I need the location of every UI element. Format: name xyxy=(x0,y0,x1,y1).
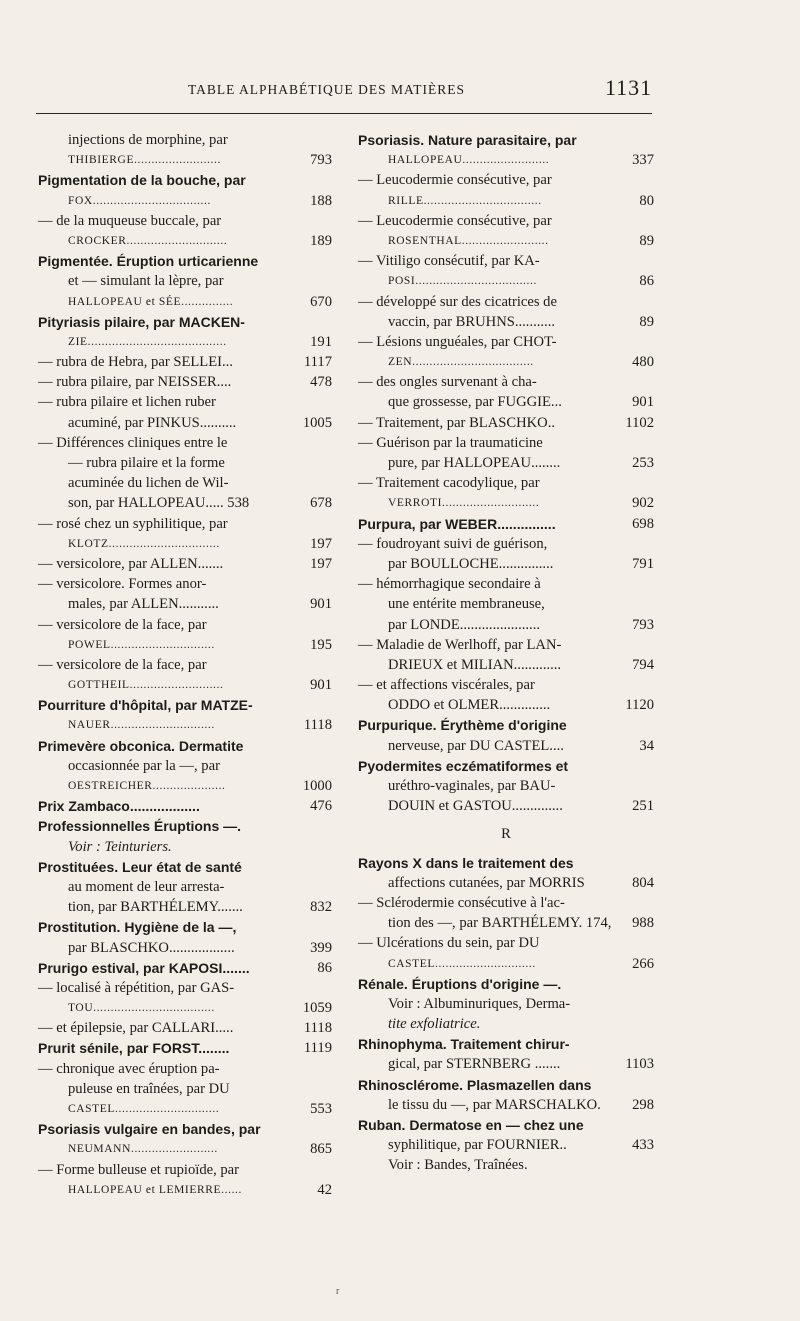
entry-text: — Traitement cacodylique, par xyxy=(358,475,540,492)
index-entry-line xyxy=(38,150,332,170)
entry-text: — versicolore. Formes anor- xyxy=(38,576,207,593)
entry-text: Pigmentation de la bouche, par xyxy=(38,172,246,189)
entry-text: — Sclérodermie consécutive à l'ac- xyxy=(358,894,565,911)
entry-text: Rhinophyma. Traitement chirur- xyxy=(358,1036,570,1053)
index-heading-line xyxy=(38,170,332,190)
index-entry-line xyxy=(358,554,654,574)
entry-text: HALLOPEAU et LEMIERRE...... xyxy=(68,1183,242,1196)
section-letter xyxy=(358,824,654,844)
entry-text: Pityriasis pilaire, par MACKEN- xyxy=(38,313,245,330)
index-entry-line xyxy=(38,554,332,574)
entry-text: injections de morphine, par xyxy=(68,132,228,148)
page-reference: 901 xyxy=(310,677,332,694)
index-heading-line xyxy=(358,715,654,735)
entry-text: — Lésions unguéales, par CHOT- xyxy=(358,333,557,350)
entry-text: — Leucodermie consécutive, par xyxy=(358,212,552,229)
page-reference: 1102 xyxy=(625,414,654,431)
index-entry-line xyxy=(358,211,654,231)
entry-text: — foudroyant suivi de guérison, xyxy=(358,535,548,552)
entry-text: ZIE........................................ xyxy=(68,335,227,348)
page-reference: 34 xyxy=(639,737,654,754)
entry-text: acuminé, par PINKUS.......... xyxy=(68,414,237,431)
entry-text: — Maladie de Werlhoff, par LAN- xyxy=(358,636,562,653)
page-reference: 89 xyxy=(639,313,654,330)
entry-text: nerveuse, par DU CASTEL.... xyxy=(388,737,564,754)
index-heading-line xyxy=(358,514,654,534)
page-reference: 476 xyxy=(310,798,332,815)
index-entry-line xyxy=(358,913,654,933)
index-heading-line xyxy=(38,312,332,332)
index-entry-line xyxy=(358,473,654,493)
index-entry-line xyxy=(358,776,654,796)
entry-text: — de la muqueuse buccale, par xyxy=(38,212,222,229)
index-entry-line xyxy=(358,736,654,756)
entry-text: — et épilepsie, par CALLARI..... xyxy=(38,1020,234,1037)
page-reference: 89 xyxy=(639,232,654,249)
entry-text: vaccin, par BRUHNS........... xyxy=(388,313,555,330)
index-entry-line xyxy=(38,514,332,534)
index-heading-line xyxy=(38,917,332,937)
index-entry-line xyxy=(38,756,332,776)
index-heading-line xyxy=(38,816,332,836)
entry-text: Pyodermites eczématiformes et xyxy=(358,757,569,774)
entry-text: — rubra pilaire et lichen ruber xyxy=(38,394,216,411)
entry-text: — développé sur des cicatrices de xyxy=(358,293,557,310)
index-entry-line xyxy=(358,954,654,974)
index-entry-line xyxy=(358,594,654,614)
entry-text: CASTEL............................. xyxy=(388,957,536,970)
footer-mark: r xyxy=(336,1286,340,1297)
entry-text: HALLOPEAU et SÉE............... xyxy=(68,295,234,308)
entry-text: — Guérison par la traumaticine xyxy=(358,434,543,451)
page-reference: 804 xyxy=(632,874,654,891)
index-entry-line xyxy=(38,1079,332,1099)
page-reference: 86 xyxy=(639,273,654,290)
page-reference: 80 xyxy=(639,192,654,209)
page-reference: 1118 xyxy=(303,1020,332,1037)
entry-text: Primevère obconica. Dermatite xyxy=(38,737,244,754)
entry-text: TOU................................... xyxy=(68,1002,215,1015)
entry-text: Voir : Teinturiers. xyxy=(68,838,172,855)
entry-text: NAUER.............................. xyxy=(68,719,215,732)
entry-text: Prurit sénile, par FORST........ xyxy=(38,1040,230,1057)
index-entry-line xyxy=(358,191,654,211)
entry-text: une entérite membraneuse, xyxy=(388,596,545,613)
index-heading-line xyxy=(38,736,332,756)
page-reference: 480 xyxy=(632,354,654,371)
page-reference: 1118 xyxy=(303,717,332,734)
entry-text: — Différences cliniques entre le xyxy=(38,434,228,451)
entry-text: par BOULLOCHE............... xyxy=(388,555,554,572)
entry-text: GOTTHEIL........................... xyxy=(68,679,224,692)
entry-text: — versicolore de la face, par xyxy=(38,616,207,633)
index-entry-line xyxy=(38,413,332,433)
index-entry-line xyxy=(358,493,654,513)
index-entry-line xyxy=(358,893,654,913)
index-entry-line xyxy=(38,1139,332,1159)
page-reference: 478 xyxy=(310,374,332,391)
entry-text: KLOTZ................................ xyxy=(68,537,220,550)
entry-text: ROSENTHAL......................... xyxy=(388,234,549,247)
index-entry-line xyxy=(358,534,654,554)
index-heading-line xyxy=(38,695,332,715)
entry-text: NEUMANN......................... xyxy=(68,1143,218,1156)
index-heading-line xyxy=(38,958,332,978)
index-entry-line xyxy=(38,211,332,231)
page-reference: 794 xyxy=(632,656,654,673)
entry-text: le tissu du —, par MARSCHALKO. xyxy=(388,1096,601,1113)
entry-text: Ruban. Dermatose en — chez une xyxy=(358,1117,584,1133)
page-reference: 832 xyxy=(310,899,332,916)
page-reference: 865 xyxy=(310,1141,332,1158)
index-entry-line xyxy=(38,715,332,735)
index-entry-line xyxy=(358,332,654,352)
index-entry-line xyxy=(358,675,654,695)
index-entry-line xyxy=(358,231,654,251)
entry-text: OESTREICHER..................... xyxy=(68,780,226,792)
entry-text: par LONDE...................... xyxy=(388,616,540,633)
index-entry-line xyxy=(38,594,332,614)
entry-text: HALLOPEAU......................... xyxy=(388,154,550,167)
entry-text: Purpura, par WEBER............... xyxy=(358,515,556,532)
entry-text: Voir : Albuminuriques, Derma- xyxy=(388,995,571,1012)
index-entry-line xyxy=(38,574,332,594)
page-reference: 399 xyxy=(310,939,332,956)
page-reference: 188 xyxy=(310,192,332,209)
entry-text: tion des —, par BARTHÉLEMY. 174, xyxy=(388,915,612,932)
index-entry-line xyxy=(38,231,332,251)
index-entry-line xyxy=(38,332,332,352)
entry-text: Rénale. Éruptions d'origine —. xyxy=(358,975,562,992)
page-reference: 42 xyxy=(317,1181,332,1198)
entry-text: Prostituées. Leur état de santé xyxy=(38,858,242,875)
entry-text: syphilitique, par FOURNIER.. xyxy=(388,1137,567,1154)
index-heading-line xyxy=(38,1038,332,1058)
index-heading-line xyxy=(358,130,654,150)
index-entry-line xyxy=(38,433,332,453)
entry-text: — Ulcérations du sein, par DU xyxy=(358,935,540,952)
page-reference: 197 xyxy=(310,535,332,552)
entry-text: males, par ALLEN........... xyxy=(68,596,219,613)
page-reference: 1119 xyxy=(303,1040,332,1057)
index-entry-line xyxy=(358,352,654,372)
page-reference: 266 xyxy=(632,955,654,972)
index-entry-line xyxy=(358,413,654,433)
page-reference: 901 xyxy=(310,596,332,613)
index-entry-line xyxy=(358,1054,654,1074)
entry-text: Purpurique. Érythème d'origine xyxy=(358,717,567,734)
entry-text: FOX.................................. xyxy=(68,194,211,207)
right-column xyxy=(358,130,654,1176)
index-entry-line xyxy=(38,493,332,513)
header-rule xyxy=(36,113,652,114)
entry-text: Rayons X dans le traitement des xyxy=(358,854,574,871)
index-entry-line xyxy=(358,292,654,312)
entry-text: et — simulant la lèpre, par xyxy=(68,273,224,290)
index-entry-line xyxy=(358,170,654,190)
index-entry-line xyxy=(38,534,332,554)
entry-text: DOUIN et GASTOU.............. xyxy=(388,798,563,815)
entry-text: ODDO et OLMER.............. xyxy=(388,697,551,714)
index-entry-line xyxy=(38,978,332,998)
index-heading-line xyxy=(358,756,654,776)
entry-text: Prostitution. Hygiène de la —, xyxy=(38,919,237,936)
index-entry-line xyxy=(358,1155,654,1175)
index-entry-line xyxy=(358,271,654,291)
entry-text: CROCKER............................. xyxy=(68,234,228,247)
page-title: TABLE ALPHABÉTIQUE DES MATIÈRES xyxy=(188,82,466,97)
entry-text: — rosé chez un syphilitique, par xyxy=(38,515,228,532)
index-entry-line xyxy=(38,877,332,897)
entry-text: — et affections viscérales, par xyxy=(358,677,535,694)
index-entry-line xyxy=(38,352,332,372)
page-reference: 678 xyxy=(310,495,332,512)
entry-text: que grossesse, par FUGGIE... xyxy=(388,394,562,411)
index-heading-line xyxy=(38,251,332,271)
entry-text: Rhinosclérome. Plasmazellen dans xyxy=(358,1076,592,1093)
page-reference: 902 xyxy=(632,495,654,512)
index-entry-line xyxy=(358,796,654,816)
entry-text: affections cutanées, par MORRIS xyxy=(388,874,585,891)
entry-text: Professionnelles Éruptions —. xyxy=(38,818,242,835)
index-entry-line xyxy=(358,251,654,271)
entry-text: — des ongles survenant à cha- xyxy=(358,374,537,391)
index-entry-line xyxy=(358,1135,654,1155)
page-reference: 793 xyxy=(310,152,332,169)
page-reference: 251 xyxy=(632,798,654,815)
index-entry-line xyxy=(38,1180,332,1200)
index-heading-line xyxy=(358,1115,654,1135)
page-reference: 988 xyxy=(632,915,654,932)
entry-text: Psoriasis. Nature parasitaire, par xyxy=(358,132,577,148)
page-reference: 1005 xyxy=(302,414,332,431)
entry-text: — Forme bulleuse et rupioïde, par xyxy=(38,1161,240,1178)
index-entry-line xyxy=(358,635,654,655)
entry-text: — Leucodermie consécutive, par xyxy=(358,172,552,189)
page-reference: 1000 xyxy=(302,778,332,794)
entry-text: THIBIERGE......................... xyxy=(68,154,221,167)
entry-text: Psoriasis vulgaire en bandes, par xyxy=(38,1121,261,1138)
entry-text: par BLASCHKO.................. xyxy=(68,939,235,956)
index-entry-line xyxy=(38,897,332,917)
page-reference: 670 xyxy=(310,293,332,310)
page-reference: 1120 xyxy=(625,697,654,714)
index-heading-line xyxy=(358,1034,654,1054)
entry-text: tite exfoliatrice. xyxy=(388,1016,481,1033)
index-entry-line xyxy=(38,292,332,312)
entry-text: — rubra de Hebra, par SELLEI... xyxy=(38,354,233,371)
page-reference: 195 xyxy=(310,636,332,653)
entry-text: — rubra pilaire et la forme xyxy=(68,455,225,471)
entry-text: Pigmentée. Éruption urticarienne xyxy=(38,253,259,270)
index-entry-line xyxy=(358,150,654,170)
index-entry-line xyxy=(358,392,654,412)
entry-text: — Traitement, par BLASCHKO.. xyxy=(358,414,556,431)
page-reference: 86 xyxy=(317,959,332,976)
index-entry-line xyxy=(358,933,654,953)
page-reference: 698 xyxy=(632,515,654,532)
entry-text: — hémorrhagique secondaire à xyxy=(358,576,541,593)
index-heading-line xyxy=(38,796,332,816)
index-entry-line xyxy=(38,998,332,1018)
left-column xyxy=(38,130,332,1200)
index-entry-line xyxy=(38,453,332,473)
page-reference: 1117 xyxy=(303,354,332,371)
entry-text: VERROTI............................ xyxy=(388,497,540,510)
page-reference: 337 xyxy=(632,152,654,169)
entry-text: DRIEUX et MILIAN............. xyxy=(388,656,562,673)
entry-text: au moment de leur arresta- xyxy=(68,878,225,895)
index-entry-line xyxy=(358,433,654,453)
entry-text: — versicolore, par ALLEN....... xyxy=(38,555,224,572)
entry-text: — Vitiligo consécutif, par KA- xyxy=(358,253,540,270)
index-entry-line xyxy=(358,655,654,675)
entry-text: POWEL.............................. xyxy=(68,638,215,651)
index-entry-line xyxy=(358,994,654,1014)
page-reference: 553 xyxy=(310,1101,332,1117)
entry-text: Prix Zambaco.................. xyxy=(38,798,200,815)
page-reference: 197 xyxy=(310,555,332,572)
page-reference: 791 xyxy=(632,555,654,572)
index-entry-line xyxy=(38,130,332,150)
entry-text: R xyxy=(501,826,511,843)
entry-text: Voir : Bandes, Traînées. xyxy=(388,1157,528,1174)
entry-text: ZEN................................... xyxy=(388,356,534,369)
index-entry-line xyxy=(38,191,332,211)
index-entry-line xyxy=(38,615,332,635)
section-spacer xyxy=(358,845,654,853)
index-heading-line xyxy=(38,1119,332,1139)
entry-text: — localisé à répétition, par GAS- xyxy=(38,979,235,996)
index-entry-line xyxy=(38,1160,332,1180)
index-entry-line xyxy=(358,615,654,635)
page-reference: 433 xyxy=(632,1137,654,1154)
index-heading-line xyxy=(358,974,654,994)
section-spacer xyxy=(358,816,654,824)
index-entry-line xyxy=(358,1095,654,1115)
page-reference: 1103 xyxy=(625,1056,654,1073)
entry-text: son, par HALLOPEAU..... 538 xyxy=(68,495,250,512)
entry-text: — rubra pilaire, par NEISSER.... xyxy=(38,374,232,391)
entry-text: — chronique avec éruption pa- xyxy=(38,1060,220,1077)
entry-text: occasionnée par la —, par xyxy=(68,757,220,774)
index-entry-line xyxy=(38,372,332,392)
index-entry-line xyxy=(38,271,332,291)
entry-text: RILLE.................................. xyxy=(388,194,542,207)
index-entry-line xyxy=(358,453,654,473)
page-number: 1131 xyxy=(605,75,653,100)
entry-text: uréthro-vaginales, par BAU- xyxy=(388,778,556,794)
entry-text: tion, par BARTHÉLEMY....... xyxy=(68,899,243,916)
page-reference: 901 xyxy=(632,394,654,411)
index-entry-line xyxy=(38,1059,332,1079)
index-entry-line xyxy=(38,1018,332,1038)
index-entry-line xyxy=(358,312,654,332)
index-entry-line xyxy=(38,392,332,412)
page-reference: 191 xyxy=(310,333,332,350)
entry-text: Prurigo estival, par KAPOSI....... xyxy=(38,959,250,976)
entry-text: CASTEL.............................. xyxy=(68,1103,220,1115)
page-reference: 793 xyxy=(632,616,654,633)
index-heading-line xyxy=(38,857,332,877)
index-entry-line xyxy=(38,473,332,493)
entry-text: POSI................................... xyxy=(388,275,537,288)
index-entry-line xyxy=(358,873,654,893)
entry-text: acuminée du lichen de Wil- xyxy=(68,475,229,492)
page-reference: 298 xyxy=(632,1096,654,1113)
index-entry-line xyxy=(38,635,332,655)
index-entry-line xyxy=(38,675,332,695)
page-reference: 189 xyxy=(310,232,332,249)
index-entry-line xyxy=(358,1014,654,1034)
index-heading-line xyxy=(358,853,654,873)
index-entry-line xyxy=(38,938,332,958)
entry-text: pure, par HALLOPEAU........ xyxy=(388,455,561,471)
index-entry-line xyxy=(38,837,332,857)
entry-text: Pourriture d'hôpital, par MATZE- xyxy=(38,697,253,714)
entry-text: gical, par STERNBERG ....... xyxy=(388,1056,561,1073)
page-reference: 1059 xyxy=(302,1000,332,1017)
index-entry-line xyxy=(38,776,332,796)
index-entry-line xyxy=(358,574,654,594)
index-entry-line xyxy=(358,372,654,392)
entry-text: puleuse en traînées, par DU xyxy=(68,1080,230,1097)
index-entry-line xyxy=(358,695,654,715)
page-reference: 253 xyxy=(632,455,654,471)
index-heading-line xyxy=(358,1075,654,1095)
index-entry-line xyxy=(38,1099,332,1119)
index-entry-line xyxy=(38,655,332,675)
entry-text: — versicolore de la face, par xyxy=(38,656,207,673)
